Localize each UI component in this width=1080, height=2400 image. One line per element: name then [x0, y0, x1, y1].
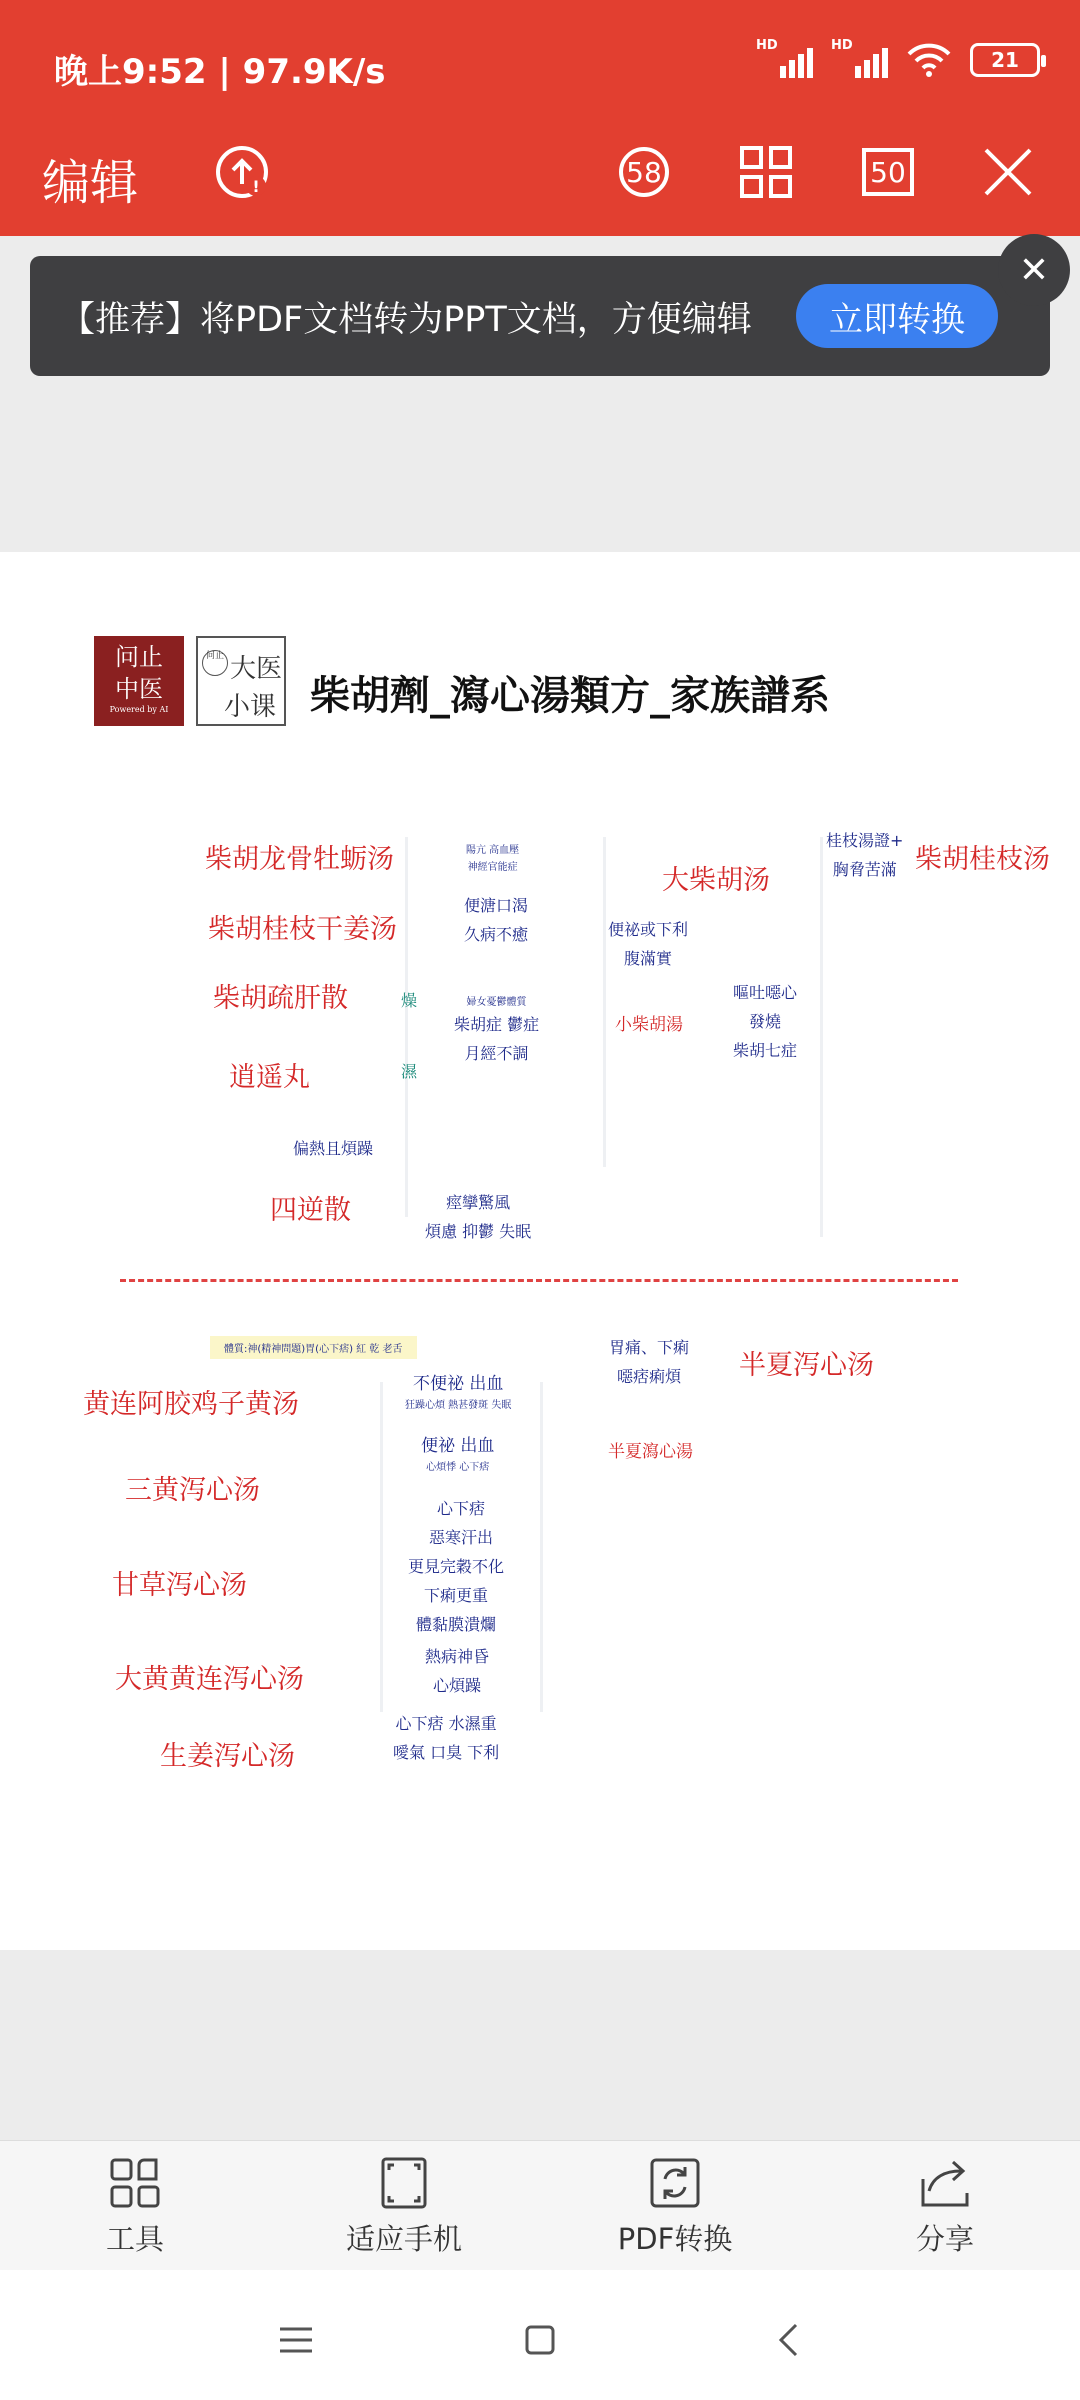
- formula-label: 柴胡龙骨牡蛎汤: [205, 844, 394, 875]
- fit-screen-icon: [376, 2155, 432, 2211]
- symptom-note: 痙攣驚風 煩慮 抑鬱 失眠: [425, 1193, 532, 1241]
- home-icon[interactable]: [510, 2310, 570, 2370]
- symptom-note: 心下痞 水濕重 噯氣 口臭 下利: [393, 1714, 500, 1762]
- wenzhi-logo: [94, 636, 184, 726]
- status-time: 晚上9:52 | 97.9K/s: [54, 52, 386, 92]
- logo-text: 小课: [224, 692, 277, 722]
- back-icon[interactable]: [758, 2310, 818, 2370]
- formula-label: 甘草泻心汤: [112, 1570, 247, 1601]
- formula-label: 黄连阿胶鸡子黄汤: [83, 1389, 299, 1420]
- svg-text:!: !: [252, 177, 260, 196]
- logo-text: 问止: [115, 643, 163, 671]
- connector-line: [603, 837, 606, 1167]
- banner-close-icon[interactable]: ✕: [998, 234, 1070, 306]
- damp-marker: 濕: [401, 1062, 418, 1081]
- share-label: 分享: [915, 2222, 974, 2256]
- formula-label: 大柴胡汤: [662, 865, 770, 896]
- formula-label: 柴胡桂枝汤: [915, 844, 1050, 875]
- symptom-note: 熱病神昏 心煩躁: [425, 1647, 490, 1695]
- hd-label: HD: [756, 38, 778, 53]
- document-title: 柴胡劑_瀉心湯類方_家族譜系: [310, 672, 830, 719]
- status-bar: [0, 0, 1080, 130]
- constitution-highlight: 體質:神(精神問題)胃(心下痞) 紅 乾 老舌: [210, 1336, 417, 1359]
- connector-line: [380, 1382, 383, 1712]
- logo-text: 大医: [230, 654, 283, 684]
- tools-button[interactable]: [35, 2155, 235, 2258]
- formula-label: 逍遥丸: [229, 1062, 310, 1093]
- pdf-convert-button[interactable]: [575, 2155, 775, 2258]
- formula-label: 三黄泻心汤: [125, 1475, 260, 1506]
- page-count-button[interactable]: [614, 142, 674, 202]
- formula-label: 大黄黄连泻心汤: [115, 1664, 304, 1695]
- symptom-note: 便溏口渴 久病不癒: [464, 896, 529, 944]
- recommend-banner: [30, 249, 1050, 376]
- upload-icon[interactable]: [212, 142, 272, 202]
- grid-view-icon[interactable]: [736, 142, 796, 202]
- symptom-note: 偏熱且煩躁: [293, 1139, 374, 1158]
- connector-line: [405, 837, 408, 1217]
- share-button[interactable]: [845, 2155, 1045, 2258]
- fit-phone-label: 适应手机: [345, 2222, 462, 2256]
- battery-icon: [970, 43, 1040, 77]
- symptom-note: 便祕或下利 腹滿實: [608, 920, 689, 968]
- formula-label: 柴胡桂枝干姜汤: [208, 914, 397, 945]
- status-icons: [756, 38, 1040, 78]
- symptom-note: 心下痞 惡寒汗出: [429, 1499, 494, 1547]
- formula-label: 柴胡疏肝散: [213, 983, 348, 1014]
- pdf-convert-icon: [647, 2155, 703, 2211]
- symptom-note: 陽亢 高血壓 神經官能症: [466, 845, 520, 873]
- menu-icon[interactable]: [266, 2310, 326, 2370]
- system-nav-bar: [0, 2270, 1080, 2400]
- symptom-note: 便祕 出血 心煩悸 心下痞: [421, 1436, 495, 1473]
- share-icon: [917, 2155, 973, 2211]
- logo-text: Powered by AI: [109, 705, 169, 714]
- symptom-note: 婦女憂鬱體質 柴胡症 鬱症 月經不調: [454, 997, 540, 1063]
- pdf-convert-label: PDF转换: [617, 2222, 733, 2256]
- formula-label: 生姜泻心汤: [160, 1741, 295, 1772]
- wifi-icon: [906, 42, 952, 78]
- formula-label: 半夏泻心汤: [739, 1350, 874, 1381]
- formula-label: 小柴胡湯: [615, 1015, 683, 1035]
- page-count: 58: [626, 155, 662, 189]
- banner-text: 【推荐】将PDF文档转为PPT文档，方便编辑: [60, 300, 752, 340]
- symptom-note: 嘔吐噁心 發燒 柴胡七症: [733, 983, 798, 1060]
- hd-label-2: HD: [831, 38, 853, 53]
- cell-signal-icon: [756, 38, 813, 78]
- logo-text: 中医: [115, 675, 163, 703]
- tools-icon: [107, 2155, 163, 2211]
- section-divider: [120, 1279, 958, 1282]
- bottom-toolbar: [0, 2140, 1080, 2270]
- app-bar: [0, 130, 1080, 236]
- cell-signal-icon-2: [831, 38, 888, 78]
- symptom-note: 不便祕 出血 狂躁心煩 熱甚發斑 失眠: [405, 1374, 512, 1411]
- symptom-note: 胃痛、下痢 噁痞痢煩: [609, 1338, 690, 1386]
- tools-label: 工具: [105, 2222, 164, 2256]
- symptom-note: 更見完穀不化 下痢更重 體黏膜潰爛: [408, 1557, 505, 1634]
- connector-line: [540, 1382, 543, 1712]
- zoom-level: 50: [870, 155, 906, 189]
- symptom-note: 桂枝湯證+ 胸脅苦滿: [826, 831, 904, 879]
- logo-mark: 问止: [202, 650, 228, 676]
- formula-label: 四逆散: [270, 1195, 351, 1226]
- pdf-page: [0, 552, 1080, 1950]
- daiyi-logo: [196, 636, 286, 726]
- fit-phone-button[interactable]: [304, 2155, 504, 2258]
- convert-now-button[interactable]: 立即转换: [796, 284, 998, 348]
- close-icon[interactable]: [978, 142, 1038, 202]
- formula-label: 半夏瀉心湯: [608, 1442, 693, 1462]
- zoom-button[interactable]: [858, 142, 918, 202]
- battery-level: 21: [991, 48, 1019, 72]
- connector-line: [820, 837, 823, 1237]
- edit-button[interactable]: 编辑: [42, 155, 139, 211]
- dry-marker: 燥: [401, 991, 418, 1010]
